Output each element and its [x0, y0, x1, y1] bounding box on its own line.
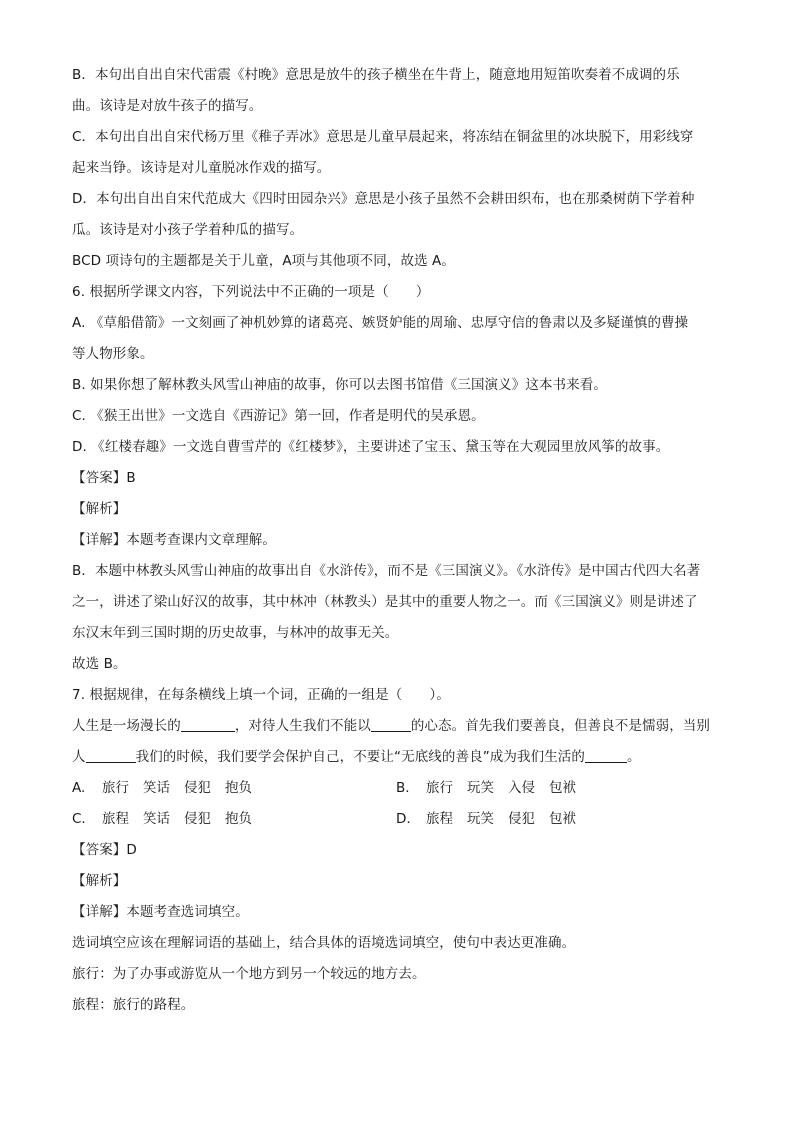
- prev-option-d-line1: D．本句出自出自宋代范成大《四时田园杂兴》意思是小孩子虽然不会耕田织布，也在那桑树荫下学着种: [72, 191, 695, 207]
- q6-answer: 【答案】B: [72, 470, 136, 486]
- q7-option-c: [72, 804, 396, 835]
- q7-explanation-line2: 旅行：为了办事或游览从一个地方到另一个较远的地方去。: [72, 966, 426, 982]
- option-word: 笑话: [143, 780, 170, 796]
- option-word: 入侵: [508, 780, 535, 796]
- option-word: 笑话: [143, 811, 170, 827]
- fill-blank: [371, 717, 411, 732]
- prev-option-c-line1: C．本句出自出自宋代杨万里《稚子弄冰》意思是儿童早晨起来，将冻结在铜盆里的冰块脱下，用彩线穿: [72, 129, 694, 145]
- q7-answer: 【答案】D: [72, 842, 137, 858]
- q7-option-a: [72, 773, 396, 804]
- option-word: 侵犯: [184, 811, 211, 827]
- q7-detail: 【详解】本题考查选词填空。: [72, 904, 249, 920]
- fill-blank: [181, 717, 235, 732]
- option-word: 玩笑: [467, 811, 494, 827]
- prev-option-b-line1: B．本句出自出自宋代雷震《村晚》意思是放牛的孩子横坐在牛背上，随意地用短笛吹奏着不成调的乐: [72, 67, 680, 83]
- q6-choose: 故选 B。: [72, 656, 127, 672]
- option-word: 旅程: [426, 811, 453, 827]
- fill-blank: [86, 748, 136, 763]
- prev-option-c-line2: 起来当铮。该诗是对儿童脱冰作戏的描写。: [72, 160, 331, 176]
- q6-option-b: B. 如果你想了解林教头风雪山神庙的故事，你可以去图书馆借《三国演义》这本书来看。: [72, 377, 607, 393]
- q7-explanation-line3: 旅程：旅行的路程。: [72, 997, 195, 1013]
- q6-explanation-line3: 东汉末年到三国时期的历史故事，与林冲的故事无关。: [72, 625, 399, 641]
- q7-options-row-2: [72, 804, 722, 835]
- q7-option-d: [396, 804, 720, 835]
- q7-passage-text: 。: [627, 749, 641, 765]
- prev-conclusion: BCD 项诗句的主题都是关于儿童，A项与其他项不同，故选 A。: [72, 253, 455, 269]
- option-letter: C.: [72, 811, 86, 827]
- option-word: 旅程: [102, 811, 129, 827]
- option-word: 玩笑: [467, 780, 494, 796]
- q6-explanation-line1: B．本题中林教头风雪山神庙的故事出自《水浒传》，而不是《三国演义》。《水浒传》是中国古代四大名著: [72, 563, 701, 579]
- q7-passage-text: ，对待人生我们不能以: [234, 718, 371, 734]
- option-word: 包袱: [549, 780, 576, 796]
- q7-analysis-label: 【解析】: [72, 873, 127, 889]
- option-letter: A.: [72, 780, 86, 796]
- q6-analysis-label: 【解析】: [72, 501, 127, 517]
- option-letter: B.: [396, 780, 410, 796]
- q7-passage-text: 人: [72, 749, 86, 765]
- q7-passage-line2: [72, 742, 722, 773]
- document-page: [72, 60, 722, 1021]
- q6-option-c: C. 《猴王出世》一文选自《西游记》第一回，作者是明代的吴承恩。: [72, 408, 485, 424]
- q6-explanation-line2: 之一，讲述了梁山好汉的故事，其中林冲（林教头）是其中的重要人物之一。而《三国演义》则是讲述了: [72, 594, 698, 610]
- option-word: 旅行: [102, 780, 129, 796]
- q6-option-a-line2: 等人物形象。: [72, 346, 154, 362]
- q7-passage-text: 人生是一场漫长的: [72, 718, 181, 734]
- q6-detail: 【详解】本题考查课内文章理解。: [72, 532, 276, 548]
- q7-options-row-1: [72, 773, 722, 804]
- option-letter: D.: [396, 811, 411, 827]
- option-word: 侵犯: [508, 811, 535, 827]
- q7-passage-line1: [72, 711, 722, 742]
- q7-passage-text: 我们的时候，我们要学会保护自己，不要让“无底线的善良”成为我们生活的: [135, 749, 585, 765]
- q7-passage-text: 的心态。首先我们要善良，但善良不是懦弱，当别: [410, 718, 711, 734]
- option-word: 旅行: [426, 780, 453, 796]
- option-word: 抱负: [225, 780, 252, 796]
- q6-option-a-line1: A. 《草船借箭》一文刻画了神机妙算的诸葛亮、嫉贤妒能的周瑜、忠厚守信的鲁肃以及多疑谨慎的曹操: [72, 315, 689, 331]
- q7-stem: 7. 根据规律，在每条横线上填一个词，正确的一组是（ ）。: [72, 687, 450, 703]
- option-word: 抱负: [225, 811, 252, 827]
- option-word: 侵犯: [184, 780, 211, 796]
- q6-option-d: D. 《红楼春趣》一文选自曹雪芹的《红楼梦》，主要讲述了宝玉、黛玉等在大观园里放风筝的故事。: [72, 439, 670, 455]
- fill-blank: [585, 748, 627, 763]
- prev-option-b-line2: 曲。该诗是对放牛孩子的描写。: [72, 98, 263, 114]
- q7-option-b: [396, 773, 720, 804]
- option-word: 包袱: [549, 811, 576, 827]
- q7-explanation-line1: 选词填空应该在理解词语的基础上，结合具体的语境选词填空，使句中表达更准确。: [72, 935, 576, 951]
- q6-stem: 6. 根据所学课文内容，下列说法中不正确的一项是（ ）: [72, 284, 430, 300]
- prev-option-d-line2: 瓜。该诗是对小孩子学着种瓜的描写。: [72, 222, 304, 238]
